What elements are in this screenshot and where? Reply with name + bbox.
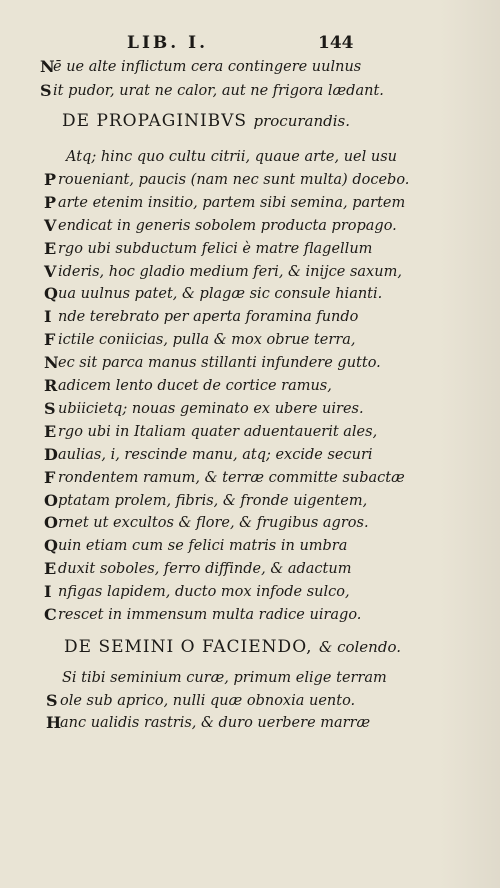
line-text: ideris, hoc gladio medium feri, & inijce saxum, (58, 263, 402, 280)
book-number: LIB. I. (127, 33, 208, 53)
line-text: anc ualidis rastris, & duro uerbere marræ (60, 715, 371, 731)
verse-line (0, 374, 500, 398)
page-number: 144 (318, 33, 354, 53)
section-heading-seminio (0, 634, 500, 660)
verse-line (0, 168, 500, 192)
verse-line (0, 328, 500, 352)
verse-line (0, 489, 500, 513)
line-initial: N (44, 353, 59, 373)
verse-line (0, 511, 500, 535)
line-text: ubiicietq; nouas geminato ex ubere uires. (58, 400, 364, 417)
verse-line (0, 466, 500, 490)
running-header (0, 33, 500, 53)
verse-line (0, 557, 500, 581)
verse-line (0, 397, 500, 421)
heading-caps: DE SEMINI O FACIENDO, (64, 637, 313, 657)
heading-italic: & colendo. (318, 638, 401, 656)
line-initial: O (44, 513, 58, 533)
line-initial: O (44, 490, 58, 510)
line-initial: R (44, 376, 58, 395)
verse-line (0, 580, 500, 604)
verse-line (0, 443, 500, 467)
line-text: rnet ut excultos & flore, & frugibus agros. (58, 515, 369, 532)
line-text: rgo ubi in Italiam quater aduentauerit ales, (58, 423, 378, 440)
verse-line (0, 145, 500, 169)
line-initial: Q (44, 284, 58, 304)
line-text: nfigas lapidem, ducto mox infode sulco, (58, 584, 350, 601)
line-initial: I (44, 307, 52, 327)
line-text: ua uulnus patet, & plagæ sic consule hianti. (58, 286, 383, 303)
line-text: rondentem ramum, & terræ committe subactæ (58, 469, 405, 486)
line-initial: E (44, 238, 57, 258)
verse-line (0, 237, 500, 261)
line-initial: F (44, 467, 56, 487)
line-initial: S (40, 80, 52, 100)
line-initial: S (46, 690, 58, 710)
line-text: roueniant, paucis (nam nec sunt multa) docebo. (58, 171, 410, 188)
verse-line (0, 79, 500, 103)
line-text: Atq; hinc quo cultu citrii, quaue arte, uel usu (66, 149, 397, 165)
verse-line (0, 711, 500, 735)
line-initial: P (44, 192, 57, 212)
line-text: nde terebrato per aperta foramina fundo (58, 309, 359, 326)
verse-line (0, 260, 500, 284)
line-text: rgo ubi subductum felici è matre flagellum (58, 240, 373, 257)
verse-line (0, 666, 500, 690)
line-text: endicat in generis sobolem producta propago. (58, 217, 397, 234)
heading-italic: procurandis. (253, 112, 350, 130)
line-initial: V (44, 261, 57, 281)
verse-line (0, 282, 500, 306)
verse-line (0, 420, 500, 444)
heading-caps: DE PROPAGINIBVS (62, 111, 248, 131)
line-text: ictile coniicias, pulla & mox obrue terra, (58, 332, 356, 349)
line-initial: C (44, 605, 57, 624)
section-heading-propaginibus (0, 108, 500, 134)
line-text: Si tibi seminium curæ, primum elige terram (62, 670, 387, 686)
verse-line (0, 534, 500, 558)
verse-line (0, 351, 500, 375)
verse-line (0, 191, 500, 215)
line-text: ec sit parca manus stillanti infundere gutto. (58, 355, 381, 372)
line-text: arte etenim insitio, partem sibi semina, partem (58, 194, 406, 211)
line-initial: N (40, 57, 55, 76)
line-initial: Q (44, 536, 58, 556)
line-initial: V (44, 215, 57, 235)
line-initial: S (44, 398, 56, 418)
line-text: ole sub aprico, nulli quæ obnoxia uento. (60, 692, 356, 709)
line-initial: E (44, 559, 57, 579)
verse-line (0, 305, 500, 329)
verse-line (0, 214, 500, 238)
verse-line (0, 689, 500, 713)
line-text: rescet in immensum multa radice uirago. (58, 607, 362, 623)
line-text: duxit soboles, ferro diffinde, & adactum (58, 561, 352, 578)
line-initial: F (44, 330, 56, 350)
line-initial: P (44, 169, 57, 189)
line-text: ē ue alte inflictum cera contingere uulnus (53, 59, 362, 75)
line-initial: H (46, 713, 62, 732)
line-initial: D (44, 444, 58, 464)
line-initial: E (44, 421, 57, 441)
line-text: ptatam prolem, fibris, & fronde uigentem, (58, 492, 368, 509)
line-text: it pudor, urat ne calor, aut ne frigora lædant. (53, 82, 384, 99)
line-text: adicem lento ducet de cortice ramus, (58, 378, 332, 394)
line-text: aulias, i, rescinde manu, atq; excide securi (58, 446, 373, 463)
verse-line (0, 55, 500, 79)
verse-line (0, 603, 500, 627)
line-initial: I (44, 582, 52, 602)
line-text: uin etiam cum se felici matris in umbra (58, 538, 348, 555)
